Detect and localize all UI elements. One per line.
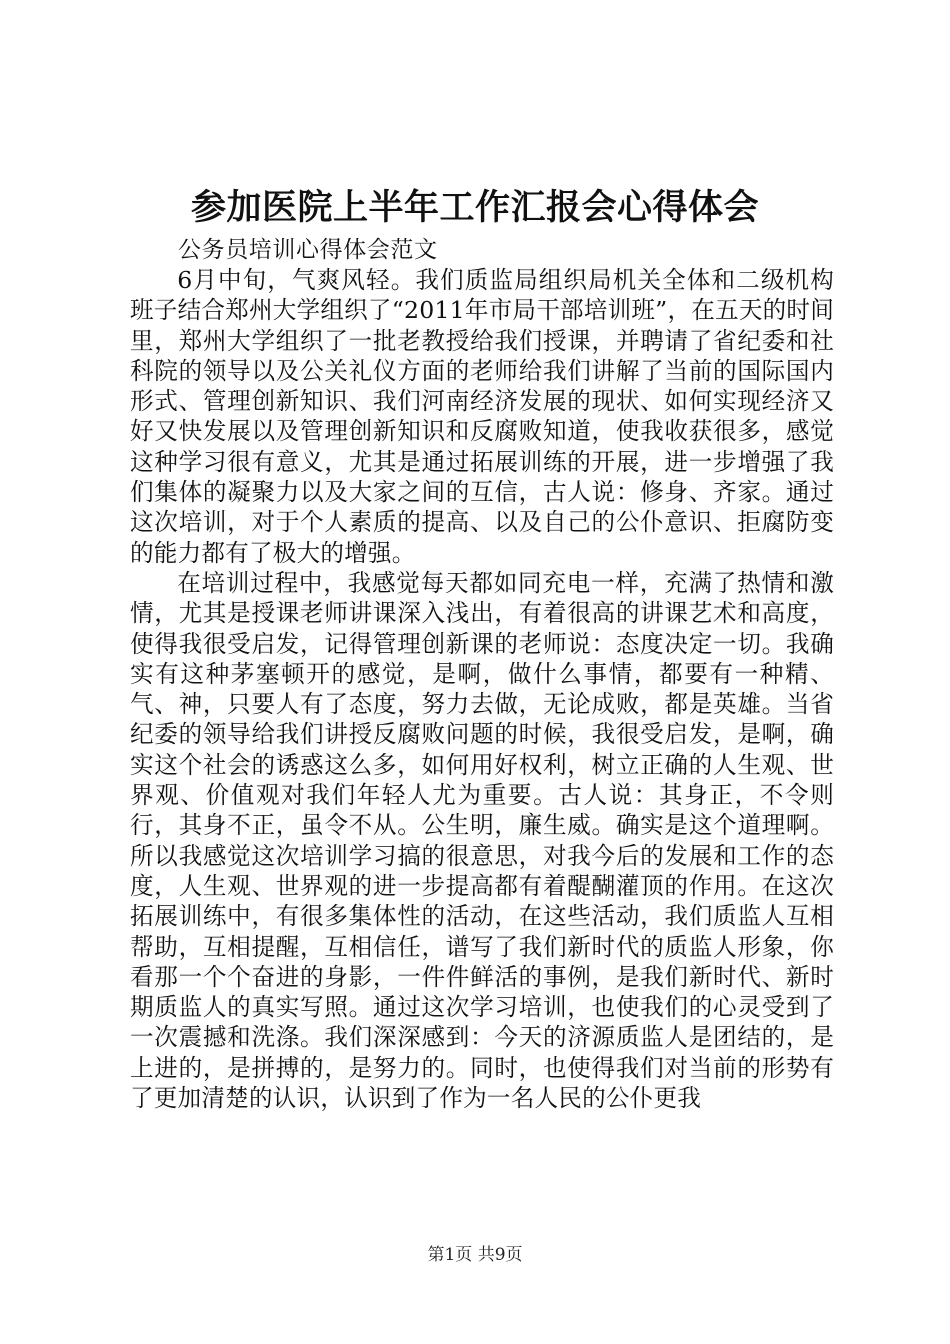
paragraph-2: 在培训过程中，我感觉每天都如同充电一样，充满了热情和激情，尤其是授课老师讲课深入浅出，有着很高的讲课艺术和高度，使得我很受启发，记得管理创新课的老师说：态度决定一切。我确实有这种茅塞顿开的感觉，是啊，做什么事情，都要有一种精、气、神，只要人有了态度，努力去做，无论成败，都是英雄。当省纪委的领导给我们讲授反腐败问题的时候，我很受启发，是啊，确实这个社会的诱惑这么多，如何用好权利，树立正确的人生观、世界观、价值观对我们年轻人尤为重要。古人说：其身正，不令则行，其身不正，虽令不从。公生明，廉生威。确实是这个道理啊。所以我感觉这次培训学习搞的很意思，对我今后的发展和工作的态度，人生观、世界观的进一步提高都有着醍醐灌顶的作用。在这次拓展训练中，有很多集体性的活动，在这些活动，我们质监人互相帮助，互相提醒，互相信任，谱写了我们新时代的质监人形象，你看那一个个奋进的身影，一件件鲜活的事例，是我们新时代、新时期质监人的真实写照。通过这次学习培训，也使我们的心灵受到了一次震撼和洗涤。我们深深感到：今天的济源质监人是团结的，是上进的，是拼搏的，是努力的。同时，也使得我们对当前的形势有了更加清楚的认识，认识到了作为一名人民的公仆更我 [130, 568, 834, 1113]
document-subtitle: 公务员培训心得体会范文 [178, 237, 438, 263]
document-title: 参加医院上半年工作汇报会心得体会 [190, 187, 759, 228]
paragraph-1: 6月中旬，气爽风轻。我们质监局组织局机关全体和二级机构班子结合郑州大学组织了“2011年市局干部培训班”，在五天的时间里，郑州大学组织了一批老教授给我们授课，并聘请了省纪委和社科院的领导以及公关礼仪方面的老师给我们讲解了当前的国际国内形式、管理创新知识、我们河南经济发展的现状、如何实现经济又好又快发展以及管理创新知识和反腐败知道，使我收获很多，感觉这种学习很有意义，尤其是通过拓展训练的开展，进一步增强了我们集体的凝聚力以及大家之间的互信，古人说：修身、齐家。通过这次培训，对于个人素质的提高、以及自己的公仆意识、拒腐防变的能力都有了极大的增强。 [130, 266, 835, 567]
document-body [130, 235, 834, 1113]
page-number-footer: 第1页 共9页 [427, 1245, 523, 1265]
